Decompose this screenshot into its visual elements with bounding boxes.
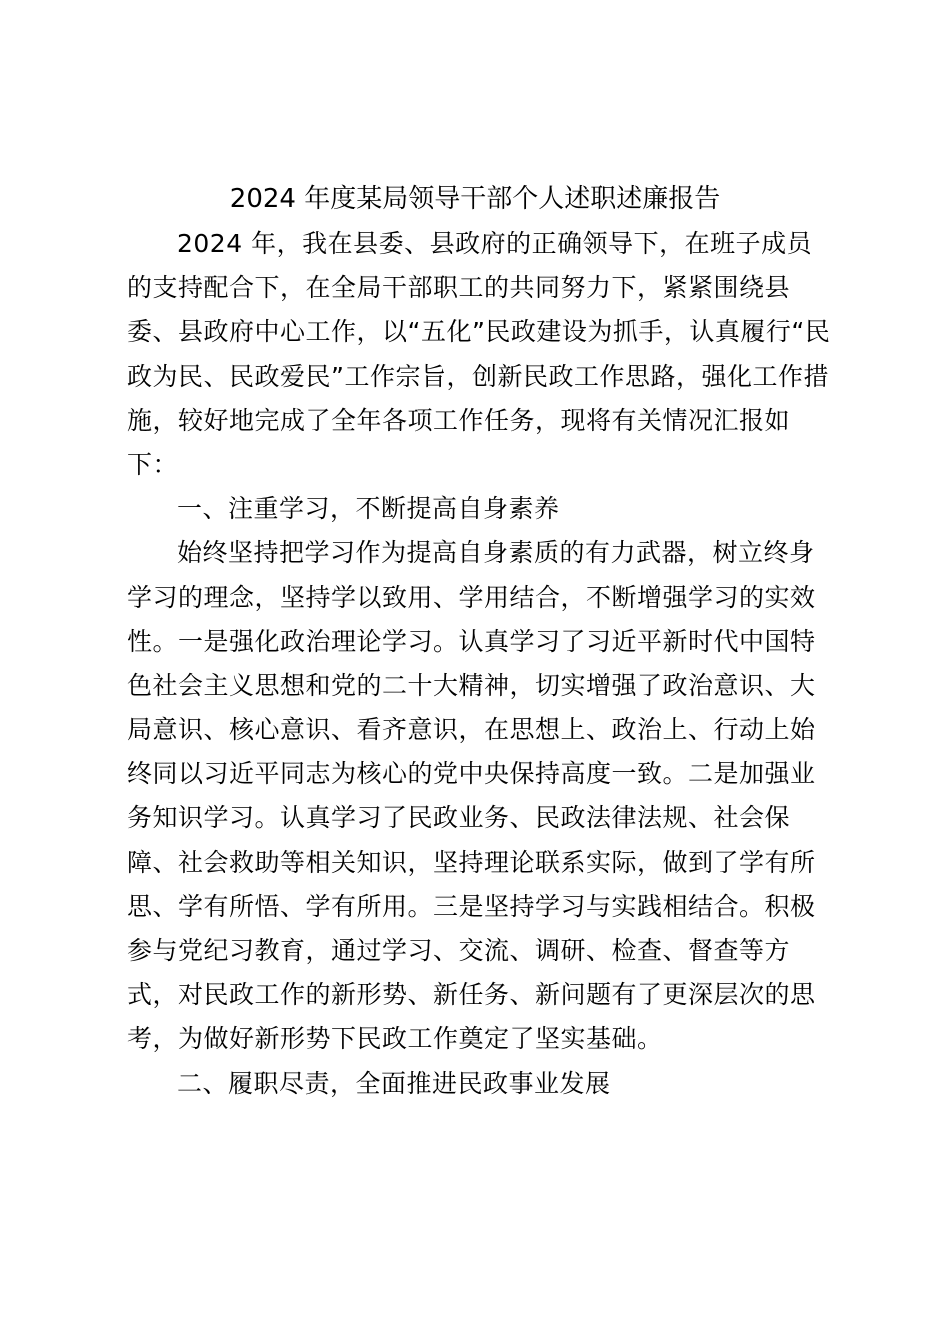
document-title: 2024 年度某局领导干部个人述职述廉报告 bbox=[229, 184, 721, 214]
paragraph-1-line-5: 施，较好地完成了全年各项工作任务，现将有关情况汇报如 bbox=[127, 405, 791, 435]
paragraph-1-line-2: 的支持配合下，在全局干部职工的共同努力下，紧紧围绕县 bbox=[127, 273, 791, 303]
paragraph-2-line-12: 考，为做好新形势下民政工作奠定了坚实基础。 bbox=[127, 1024, 663, 1054]
paragraph-2-line-2: 学习的理念，坚持学以致用、学用结合，不断增强学习的实效 bbox=[127, 582, 816, 612]
paragraph-1-line-4: 政为民、民政爱民”工作宗旨，创新民政工作思路，强化工作措 bbox=[127, 361, 829, 391]
paragraph-1-line-3: 委、县政府中心工作，以“五化”民政建设为抓手，认真履行“民 bbox=[127, 317, 831, 347]
paragraph-2-line-6: 终同以习近平同志为核心的党中央保持高度一致。二是加强业 bbox=[127, 759, 816, 789]
paragraph-1-line-1: 2024 年，我在县委、县政府的正确领导下，在班子成员 bbox=[177, 229, 813, 258]
paragraph-2-line-11: 式，对民政工作的新形势、新任务、新问题有了更深层次的思 bbox=[127, 980, 816, 1010]
paragraph-2-line-8: 障、社会救助等相关知识，坚持理论联系实际，做到了学有所 bbox=[127, 847, 816, 877]
paragraph-1-line-6: 下： bbox=[127, 449, 179, 479]
paragraph-2-line-1: 始终坚持把学习作为提高自身素质的有力武器，树立终身 bbox=[177, 538, 815, 568]
section-heading-2: 二、履职尽责，全面推进民政事业发展 bbox=[177, 1068, 611, 1098]
paragraph-2-line-5: 局意识、核心意识、看齐意识，在思想上、政治上、行动上始 bbox=[127, 715, 816, 745]
document-body bbox=[127, 222, 831, 1106]
paragraph-2-line-3: 性。一是强化政治理论学习。认真学习了习近平新时代中国特 bbox=[127, 626, 816, 656]
paragraph-2-line-4: 色社会主义思想和党的二十大精神，切实增强了政治意识、大 bbox=[127, 670, 816, 700]
section-heading-1: 一、注重学习，不断提高自身素养 bbox=[177, 494, 560, 524]
paragraph-2-line-7: 务知识学习。认真学习了民政业务、民政法律法规、社会保 bbox=[127, 803, 791, 833]
paragraph-2-line-9: 思、学有所悟、学有所用。三是坚持学习与实践相结合。积极 bbox=[127, 891, 816, 921]
paragraph-2-line-10: 参与党纪习教育，通过学习、交流、调研、检查、督查等方 bbox=[127, 936, 791, 965]
